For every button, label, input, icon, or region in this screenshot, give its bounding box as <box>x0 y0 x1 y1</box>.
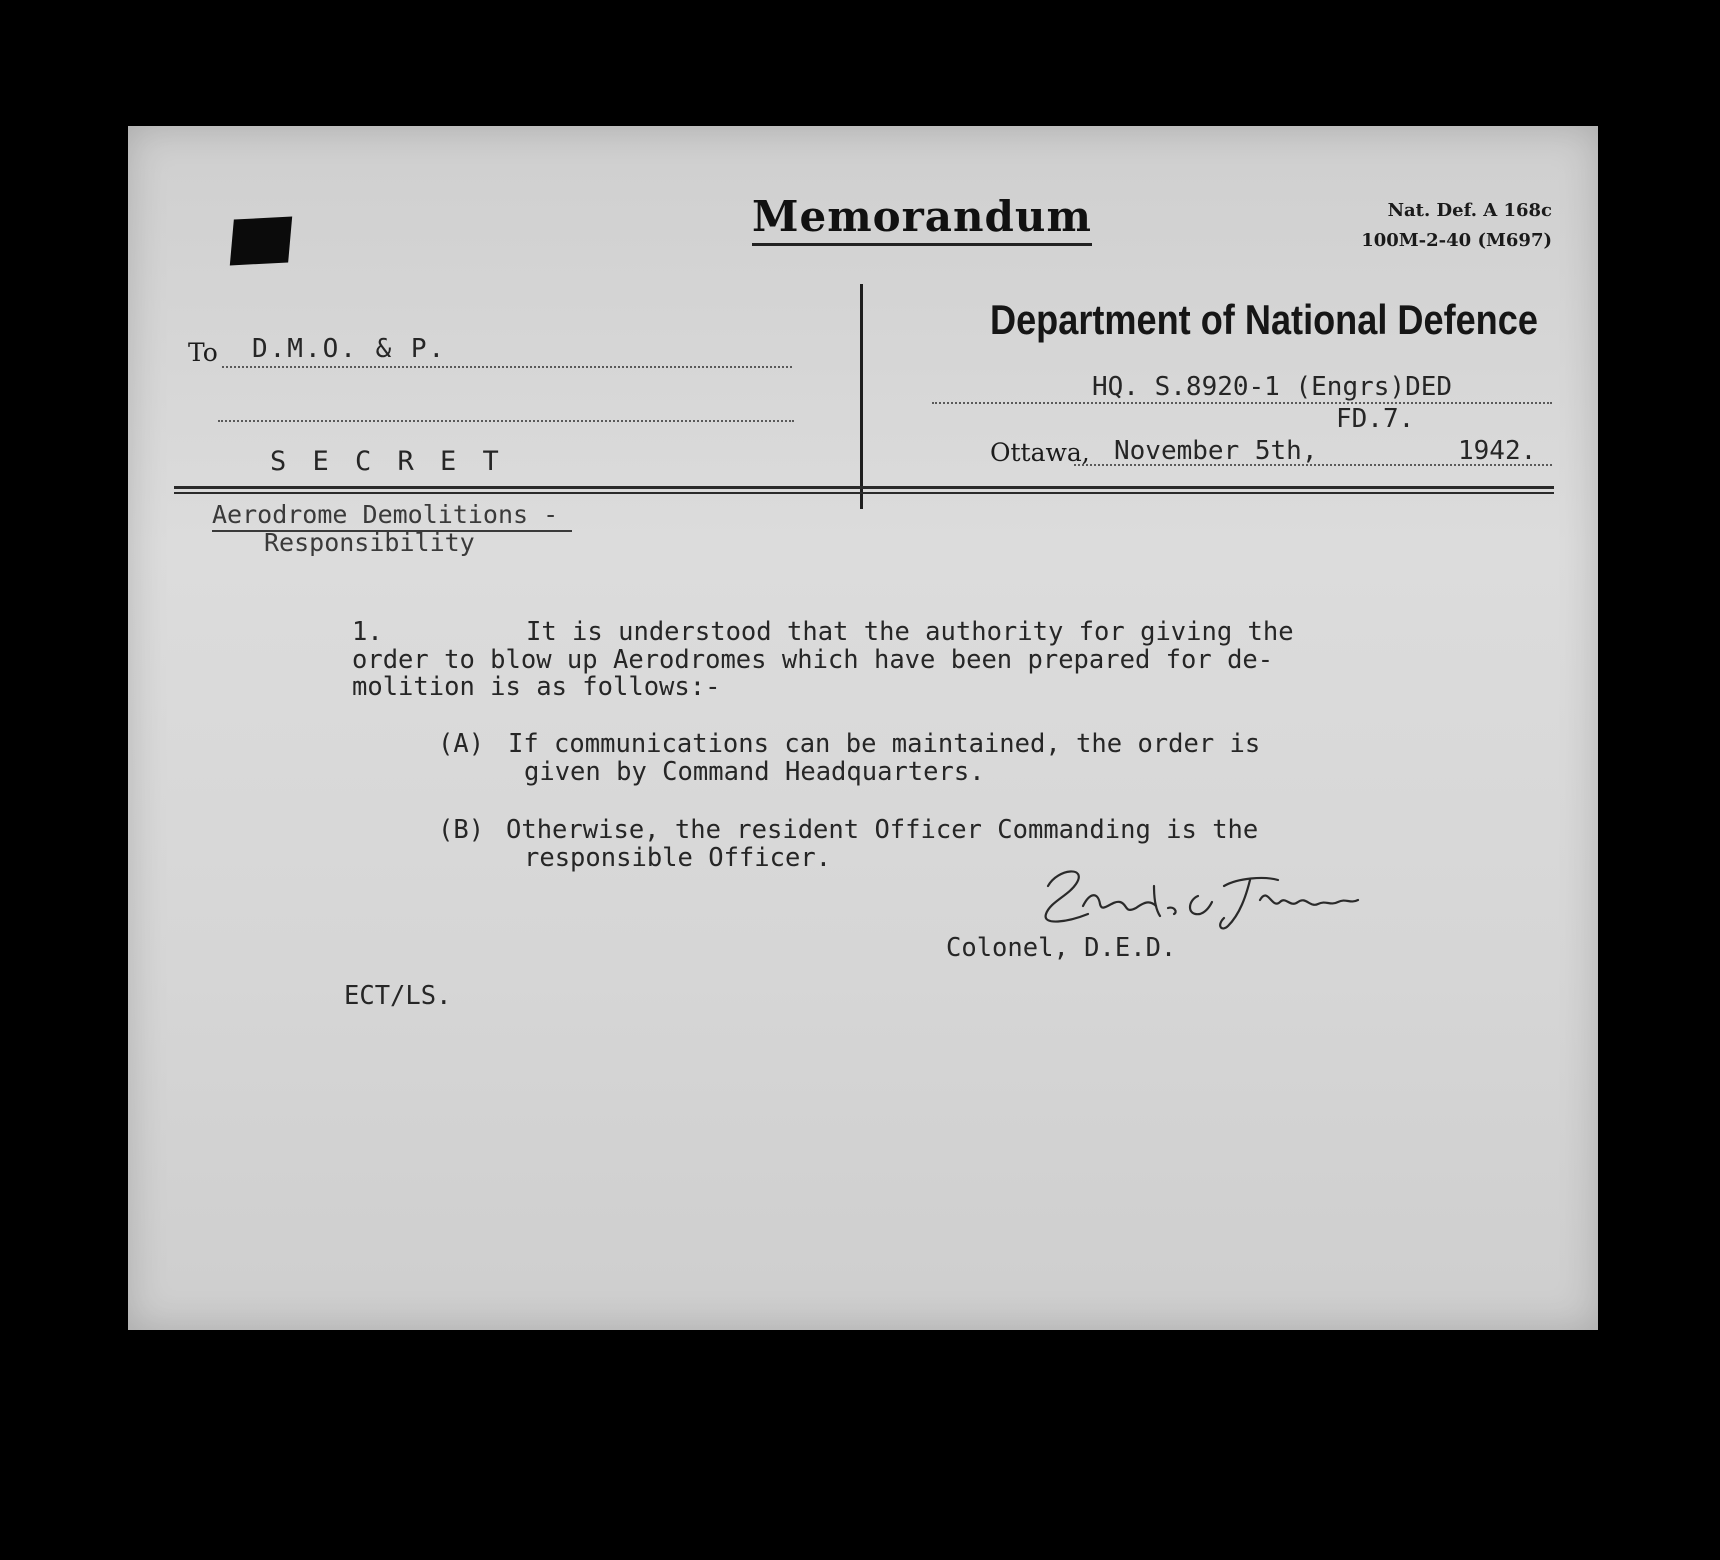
typist-initials: ECT/LS. <box>344 981 452 1011</box>
paragraph-line2: order to blow up Aerodromes which have been prepared for de- <box>352 645 1274 675</box>
memo-title: Memorandum <box>752 192 1092 246</box>
signatory-title: Colonel, D.E.D. <box>946 933 1177 963</box>
item-b-line1: Otherwise, the resident Officer Commanding is the <box>506 815 1259 845</box>
item-a-label: (A) <box>438 729 485 759</box>
item-a-line1: If communications can be maintained, the order is <box>508 729 1261 759</box>
redaction-mark <box>230 217 292 266</box>
header-rule-lower <box>174 492 1554 494</box>
classification-secret: S E C R E T <box>270 446 504 477</box>
paragraph-line3: molition is as follows:- <box>352 672 721 702</box>
item-b-line2: responsible Officer. <box>524 843 832 873</box>
to-value: D.M.O. & P. <box>252 334 447 364</box>
department-name: Department of National Defence <box>990 296 1538 343</box>
file-reference: HQ. S.8920-1 (Engrs)DED <box>1092 372 1453 402</box>
memorandum-page <box>128 126 1598 1330</box>
item-b-label: (B) <box>438 815 485 845</box>
header-rule <box>174 486 1554 489</box>
vertical-divider <box>860 284 863 509</box>
form-number <box>1338 196 1552 256</box>
memo-date: November 5th, <box>1114 436 1318 466</box>
form-number-line1: Nat. Def. A 168c <box>1387 200 1552 221</box>
form-number-line2: 100M-2-40 (M697) <box>1361 230 1552 251</box>
paragraph-line1: It is understood that the authority for giving the <box>526 617 1294 647</box>
item-a-line2: given by Command Headquarters. <box>524 757 985 787</box>
to-label: To <box>188 338 218 367</box>
memo-year: 1942. <box>1458 436 1537 466</box>
file-reference-sub: FD.7. <box>1336 404 1415 434</box>
paragraph-number: 1. <box>352 617 383 647</box>
file-reference-line <box>932 374 1552 404</box>
subject-line1: Aerodrome Demolitions - <box>212 500 559 529</box>
to-second-line <box>218 396 794 422</box>
place-label: Ottawa, <box>990 438 1090 467</box>
subject-line2: Responsibility <box>264 528 475 557</box>
